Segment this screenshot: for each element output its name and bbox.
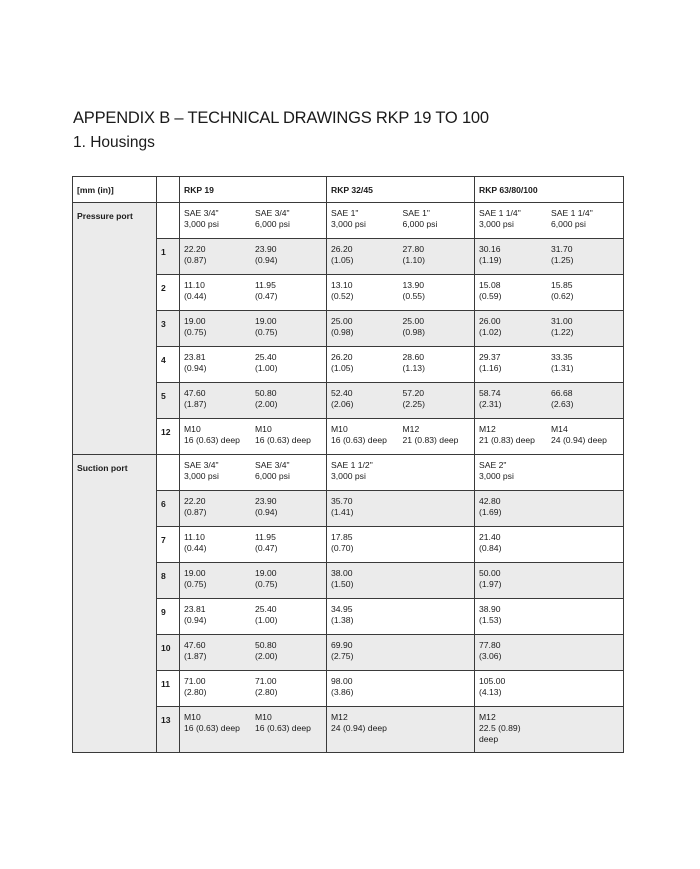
cell-value: M12 24 (0.94) deep [331,712,387,733]
value-cell-rkp19 [180,419,327,455]
cell-value: 19.00 (0.75) [184,568,207,589]
row-number: 5 [161,391,166,401]
cell-value: SAE 1 1/4" 6,000 psi [551,208,593,229]
value-pair [475,347,623,374]
value-cell-rkp32 [327,275,475,311]
value-pair [327,311,474,338]
cell-value: 31.70 (1.25) [551,244,574,265]
value-cell-rkp63 [475,671,624,707]
cell-value: 47.60 (1.87) [184,640,207,661]
cell-value: M10 16 (0.63) deep [255,712,311,733]
number-header [157,177,180,203]
group-label: RKP 63/80/100 [479,185,538,195]
value-cell-rkp19 [180,671,327,707]
value-cell-rkp32 [327,491,475,527]
row-number-cell [157,671,180,707]
table-body [73,177,624,753]
value-pair [180,599,326,626]
cell-value: 77.80 (3.06) [479,640,502,661]
cell-value: M12 21 (0.83) deep [402,424,459,445]
cell-value: 38.90 (1.53) [479,604,502,625]
value-cell-rkp19 [180,275,327,311]
value-pair [180,491,326,518]
cell-value: 38.00 (1.50) [331,568,354,589]
value-pair [327,275,474,302]
row-number-cell [157,239,180,275]
cell-value: 50.00 (1.97) [479,568,502,589]
value-pair [180,347,326,374]
value-pair [180,419,326,446]
cell-value: 23.81 (0.94) [184,604,207,625]
cell-value: 30.16 (1.19) [479,244,502,265]
cell-value: 42.80 (1.69) [479,496,502,517]
row-number: 11 [161,679,171,689]
cell-value: 19.00 (0.75) [255,316,278,337]
row-number-cell [157,419,180,455]
group-header-rkp19 [180,177,327,203]
cell-value: 13.10 (0.52) [331,280,354,301]
value-cell-rkp32 [327,671,475,707]
cell-value: 25.00 (0.98) [331,316,354,337]
cell-value: 105.00 (4.13) [479,676,506,697]
row-number: 3 [161,319,166,329]
cell-value: M10 16 (0.63) deep [184,712,240,733]
row-number: 12 [161,427,171,437]
row-number: 6 [161,499,166,509]
cell-value: SAE 3/4" 6,000 psi [255,460,290,481]
value-pair [180,311,326,338]
cell-value: SAE 3/4" 6,000 psi [255,208,290,229]
value-cell-rkp19 [180,527,327,563]
row-number: 9 [161,607,166,617]
value-pair [180,383,326,410]
cell-value: 15.85 (0.62) [551,280,574,301]
value-cell-rkp19 [180,599,327,635]
group-label: RKP 32/45 [331,185,373,195]
cell-value: 13.90 (0.55) [402,280,425,301]
cell-value: 69.90 (2.75) [331,640,354,661]
cell-value: 33.35 (1.31) [551,352,574,373]
value-cell-rkp32 [327,599,475,635]
cell-value: 19.00 (0.75) [184,316,207,337]
value-pair [475,383,623,410]
cell-value: 23.81 (0.94) [184,352,207,373]
cell-value: 11.95 (0.47) [255,532,278,553]
row-number-cell [157,347,180,383]
spec-cell-rkp63 [475,455,624,491]
cell-value: 23.90 (0.94) [255,496,278,517]
row-number: 1 [161,247,166,257]
row-number-cell [157,635,180,671]
value-pair [180,527,326,554]
row-number-cell [157,383,180,419]
pressure-spec-row [73,203,624,239]
cell-value: 28.60 (1.13) [402,352,425,373]
suction-spec-row [73,455,624,491]
cell-value: 27.80 (1.10) [402,244,425,265]
group-header-rkp32 [327,177,475,203]
cell-value: 22.20 (0.87) [184,244,207,265]
cell-value: 66.68 (2.63) [551,388,574,409]
cell-value: 35.70 (1.41) [331,496,354,517]
value-pair [475,239,623,266]
cell-value: 26.00 (1.02) [479,316,502,337]
row-number-cell [157,455,180,491]
value-cell-rkp63 [475,563,624,599]
suction-label: Suction port [77,463,128,473]
cell-value: 11.95 (0.47) [255,280,278,301]
cell-value: 25.40 (1.00) [255,604,278,625]
value-cell-rkp32 [327,635,475,671]
spec-cell-rkp19 [180,455,327,491]
value-pair [327,383,474,410]
value-cell-rkp63 [475,311,624,347]
value-cell-rkp63 [475,707,624,753]
value-pair [327,419,474,446]
row-number-cell [157,707,180,753]
row-number-cell [157,491,180,527]
cell-value: M12 21 (0.83) deep [479,424,535,445]
value-cell-rkp32 [327,347,475,383]
cell-value: 25.40 (1.00) [255,352,278,373]
housings-table [72,176,624,753]
cell-value: SAE 1 1/4" 3,000 psi [479,208,521,229]
group-header-rkp63 [475,177,624,203]
page-title: APPENDIX B – TECHNICAL DRAWINGS RKP 19 TO 100 [73,109,489,127]
row-number-cell [157,311,180,347]
spec-cell-rkp63 [475,203,624,239]
cell-value: SAE 1" 6,000 psi [402,208,438,229]
value-pair [327,203,474,230]
row-number-cell [157,275,180,311]
value-cell-rkp63 [475,527,624,563]
value-cell-rkp19 [180,563,327,599]
group-label: RKP 19 [184,185,214,195]
value-cell-rkp32 [327,383,475,419]
cell-value: 71.00 (2.80) [184,676,207,697]
value-pair [475,311,623,338]
value-pair [180,635,326,662]
cell-value: 25.00 (0.98) [402,316,425,337]
cell-value: 52.40 (2.06) [331,388,354,409]
cell-value: 47.60 (1.87) [184,388,207,409]
value-cell-rkp63 [475,635,624,671]
cell-value: SAE 1 1/2" 3,000 psi [331,460,373,481]
section-title: 1. Housings [73,134,155,151]
suction-label-cell [73,455,157,753]
row-number: 10 [161,643,171,653]
unit-label: [mm (in)] [77,185,114,195]
value-cell-rkp19 [180,491,327,527]
cell-value: M12 22.5 (0.89) deep [479,712,521,744]
cell-value: 26.20 (1.05) [331,244,354,265]
cell-value: SAE 3/4" 3,000 psi [184,208,219,229]
cell-value: 15.08 (0.59) [479,280,502,301]
row-number-cell [157,563,180,599]
cell-value: SAE 2" 3,000 psi [479,460,514,481]
row-number-cell [157,599,180,635]
row-number-cell [157,203,180,239]
cell-value: SAE 1" 3,000 psi [331,208,366,229]
unit-header [73,177,157,203]
cell-value: 11.10 (0.44) [184,280,207,301]
value-cell-rkp32 [327,419,475,455]
row-number-cell [157,527,180,563]
cell-value: M14 24 (0.94) deep [551,424,607,445]
row-number: 8 [161,571,166,581]
cell-value: 22.20 (0.87) [184,496,207,517]
value-pair [180,275,326,302]
cell-value: 71.00 (2.80) [255,676,278,697]
spec-cell-rkp19 [180,203,327,239]
value-cell-rkp63 [475,419,624,455]
value-pair [180,707,326,734]
row-number: 4 [161,355,166,365]
cell-value: 17.85 (0.70) [331,532,354,553]
value-cell-rkp32 [327,239,475,275]
cell-value: 31.00 (1.22) [551,316,574,337]
row-number: 7 [161,535,166,545]
value-pair [475,275,623,302]
cell-value: 57.20 (2.25) [402,388,425,409]
row-number: 13 [161,715,171,725]
cell-value: 29.37 (1.16) [479,352,502,373]
pressure-label: Pressure port [77,211,133,221]
cell-value: 50.80 (2.00) [255,640,278,661]
value-pair [180,455,326,482]
value-cell-rkp32 [327,707,475,753]
value-cell-rkp19 [180,311,327,347]
value-cell-rkp19 [180,383,327,419]
value-pair [180,203,326,230]
value-cell-rkp63 [475,239,624,275]
spec-cell-rkp32 [327,203,475,239]
cell-value: 19.00 (0.75) [255,568,278,589]
value-pair [180,671,326,698]
cell-value: 26.20 (1.05) [331,352,354,373]
value-cell-rkp19 [180,635,327,671]
cell-value: 34.95 (1.38) [331,604,354,625]
cell-value: SAE 3/4" 3,000 psi [184,460,219,481]
table-header-row [73,177,624,203]
value-cell-rkp32 [327,311,475,347]
value-cell-rkp19 [180,707,327,753]
value-pair [327,239,474,266]
value-pair [475,419,623,446]
pressure-label-cell [73,203,157,455]
cell-value: 23.90 (0.94) [255,244,278,265]
value-cell-rkp32 [327,527,475,563]
value-pair [327,347,474,374]
value-cell-rkp63 [475,347,624,383]
value-cell-rkp63 [475,275,624,311]
value-cell-rkp19 [180,239,327,275]
cell-value: 21.40 (0.84) [479,532,502,553]
spec-cell-rkp32 [327,455,475,491]
value-cell-rkp19 [180,347,327,383]
value-cell-rkp63 [475,383,624,419]
value-cell-rkp63 [475,599,624,635]
value-cell-rkp32 [327,563,475,599]
value-pair [180,239,326,266]
cell-value: M10 16 (0.63) deep [331,424,387,445]
cell-value: 58.74 (2.31) [479,388,502,409]
cell-value: M10 16 (0.63) deep [255,424,311,445]
value-pair [180,563,326,590]
value-cell-rkp63 [475,491,624,527]
value-pair [475,203,623,230]
row-number: 2 [161,283,166,293]
cell-value: 98.00 (3.86) [331,676,354,697]
cell-value: 11.10 (0.44) [184,532,207,553]
cell-value: 50.80 (2.00) [255,388,278,409]
cell-value: M10 16 (0.63) deep [184,424,240,445]
